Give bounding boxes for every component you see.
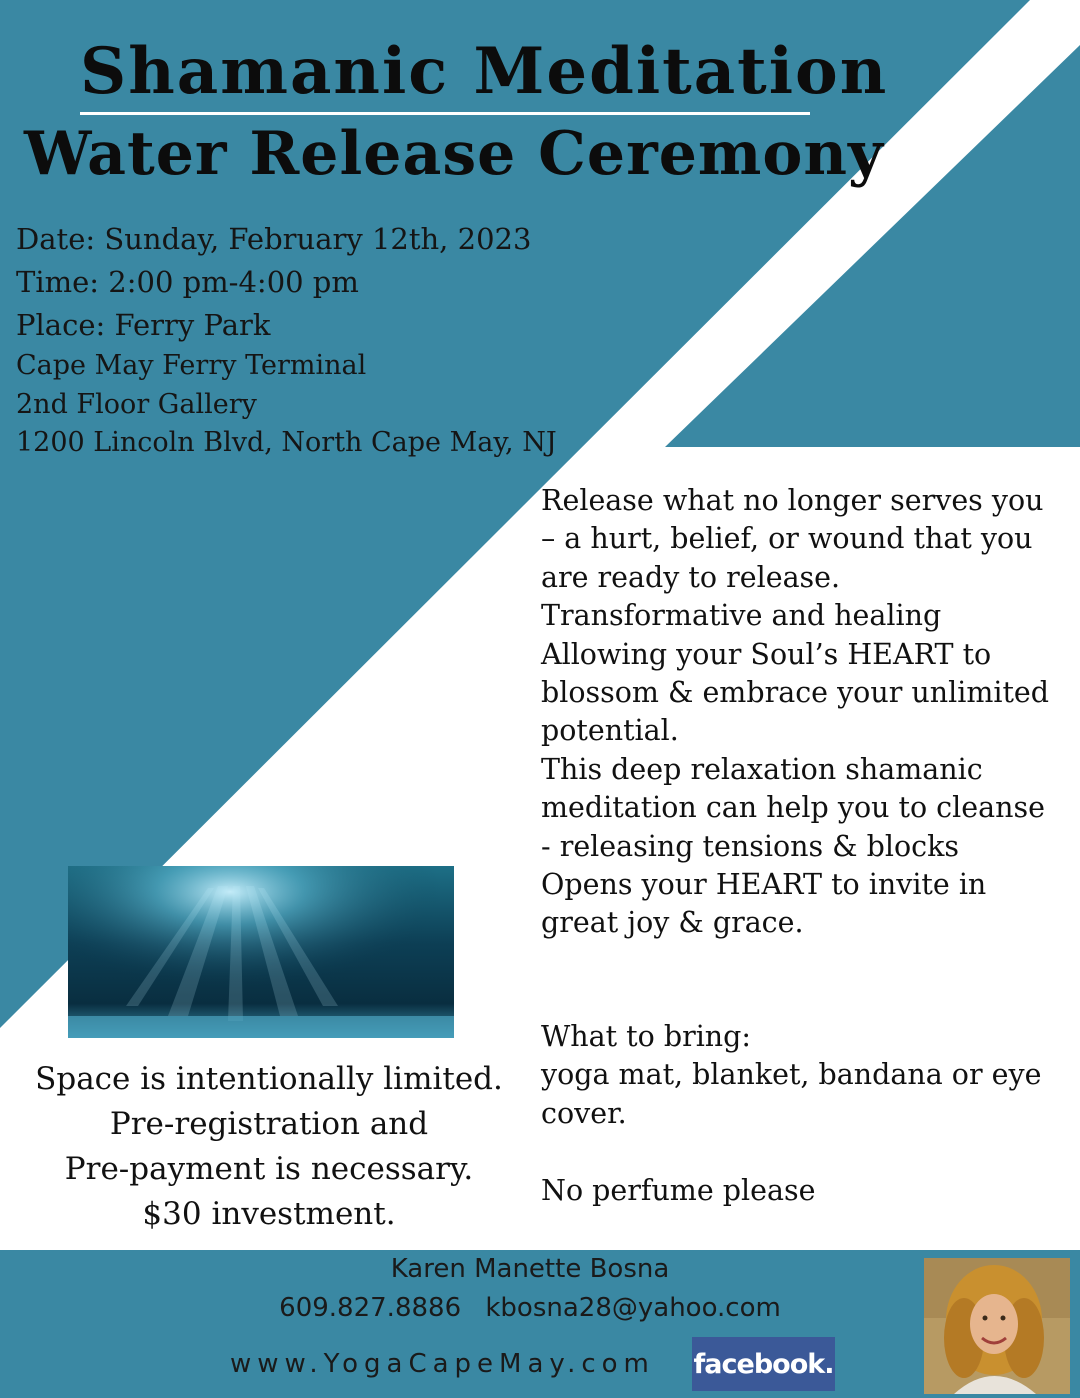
event-place: Place: Ferry Park [16,308,271,342]
website-link[interactable]: www.YogaCapeMay.com [230,1349,655,1379]
underwater-image [68,866,454,1038]
bring-items-line-2: cover. [541,1096,627,1130]
what-to-bring [541,1018,1041,1210]
registration-price: $30 investment. [142,1196,396,1232]
event-address: 1200 Lincoln Blvd, North Cape May, NJ [16,427,557,458]
description-line: Allowing your Soul’s HEART to [541,637,992,671]
registration-notice [14,1057,524,1237]
title-line-2: Water Release Ceremony [24,119,884,189]
description-line: blossom & embrace your unlimited [541,676,1050,710]
bring-heading: What to bring: [541,1020,752,1053]
description-line: great joy & grace. [541,906,804,940]
description-line: Opens your HEART to invite in [541,868,987,902]
description-line: Transformative and healing [541,599,942,633]
description-line: are ready to release. [541,560,841,594]
description-line: This deep relaxation shamanic [541,752,983,786]
event-floor: 2nd Floor Gallery [16,388,257,420]
description-line: potential. [541,714,679,748]
description-line: Release what no longer serves you [541,484,1044,517]
registration-line-1: Space is intentionally limited. [35,1061,503,1097]
portrait-photo [924,1258,1070,1394]
bring-items-line-1: yoga mat, blanket, bandana or eye [541,1058,1042,1092]
event-venue: Cape May Ferry Terminal [16,350,367,381]
contact-email[interactable]: kbosna28@yahoo.com [485,1293,781,1323]
description-line: – a hurt, belief, or wound that you [541,522,1033,556]
event-details [16,218,557,463]
contact-phone[interactable]: 609.827.8886 [279,1293,462,1323]
event-time: Time: 2:00 pm-4:00 pm [16,265,359,299]
bring-note: No perfume please [541,1173,816,1207]
contact-phone-email [0,1293,1060,1323]
event-date: Date: Sunday, February 12th, 2023 [16,222,532,256]
registration-line-2: Pre-registration and [109,1106,429,1142]
contact-name: Karen Manette Bosna [390,1254,670,1284]
title-underline [80,112,810,115]
bring-spacer [541,1133,1041,1171]
facebook-logo-link[interactable] [692,1337,835,1391]
description [541,482,1080,943]
description-line: meditation can help you to cleanse [541,791,1045,825]
registration-line-3: Pre-payment is necessary. [64,1151,474,1187]
description-line: - releasing tensions & blocks [541,829,959,863]
title-line-1: Shamanic Meditation [80,34,889,109]
facebook-label: facebook. [693,1348,834,1380]
